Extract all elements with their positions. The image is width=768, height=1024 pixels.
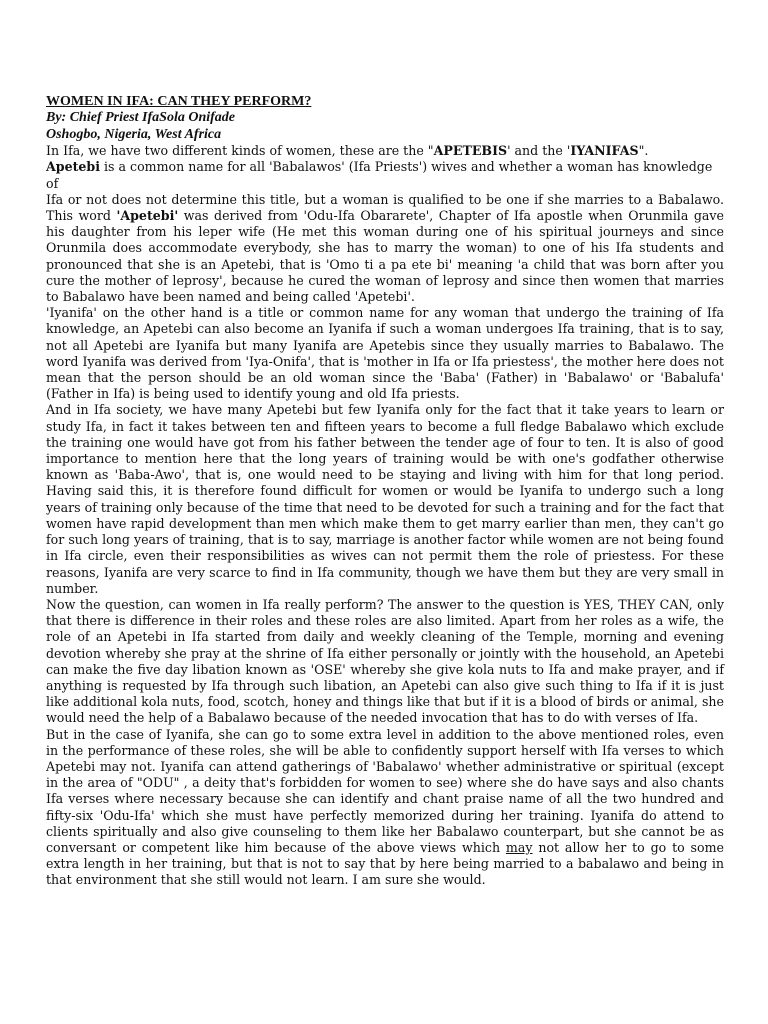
- article-author: By: Chief Priest IfaSola Onifade: [46, 110, 235, 126]
- intro-text-a: In Ifa, we have two different kinds of women, these are the ": [46, 143, 434, 159]
- apetebi-origin-text-c: was derived from 'Odu-Ifa Obararete', Chapter of Ifa apostle when Orunmila gave his daughter from his leper wife (He met this woman during one of his spiritual journeys and since Orunmila does accommodate everybody, she has to marry the woman) to one of his Ifa students and pronounced that she is an Apetebi, that is 'Omo ti a pa ete bi' meaning 'a child that was born after you cure the mother of leprosy', because he cured the woman of leprosy and since then women that marries to Babalawo have been named and being called 'Apetebi'.: [46, 208, 724, 305]
- apetebi-origin-paragraph: [46, 192, 724, 305]
- document-page: [46, 94, 724, 889]
- apetebi-origin-text-a: Ifa or not does not determine this title, but a woman is qualified to be one if she marries to a Babalawo. This word: [46, 191, 724, 224]
- intro-paragraph: [46, 143, 724, 159]
- apetebi-text: is a common name for all 'Babalawos' (Ifa Priests') wives and whether a woman has knowledge of: [46, 159, 713, 191]
- iyanifa-role-text-a: But in the case of Iyanifa, she can go to some extra level in addition to the above mentioned roles, even in the performance of these roles, she will be able to confidently support herself with Ifa verses to which Apetebi may not. Iyanifa can attend gatherings of 'Babalawo' whether administrative or spiritual (except in the area of "ODU" , a deity that's forbidden for women to see) where she do have says and also chants Ifa verses where necessary because she can identify and chant praise name of all the two hundred and fifty-six 'Odu-Ifa' which she must have perfectly memorized during her training. Iyanifa do attend to clients spiritually and also give counseling to them like her Babalawo counterpart, but she cannot be as conversant or competent like him because of the above views which: [46, 726, 724, 855]
- apetebi-paragraph: [46, 159, 724, 191]
- iyanifa-role-text-c: not allow her to go to some extra length in her training, but that is not to say that by here being married to a babalawo and being in that environment that she still would not learn. I am sure she would.: [46, 839, 725, 888]
- intro-term-apetebis: APETEBIS: [433, 143, 508, 159]
- article-location: Oshogbo, Nigeria, West Africa: [46, 126, 222, 142]
- iyanifa-role-underlined-may: may: [505, 839, 533, 855]
- intro-text-c: ' and the ': [507, 143, 571, 159]
- iyanifa-role-paragraph: [46, 727, 724, 889]
- article-title: WOMEN IN IFA: CAN THEY PERFORM?: [46, 94, 312, 109]
- iyanifa-paragraph: 'Iyanifa' on the other hand is a title or common name for any woman that undergo the training of Ifa knowledge, an Apetebi can also become an Iyanifa if such a woman undergoes Ifa training, that is to say, not all Apetebi are Iyanifa but many Iyanifa are Apetebis since they usually marries to Babalawo. The word Iyanifa was derived from 'Iya-Onifa', that is 'mother in Ifa or Ifa priestess', the mother here does not mean that the person should be an old woman since the 'Baba' (Father) in 'Babalawo' or 'Babalufa' (Father in Ifa) is being used to identify young and old Ifa priests.: [46, 305, 724, 402]
- apetebi-origin-term: 'Apetebi': [116, 208, 179, 224]
- ifa-society-paragraph: And in Ifa society, we have many Apetebi but few Iyanifa only for the fact that it take years to learn or study Ifa, in fact it takes between ten and fifteen years to become a full fledge Babalawo which exclude the training one would have got from his father between the tender age of four to ten. It is also of good importance to mention here that the long years of training would be with one's godfather otherwise known as 'Baba-Awo', that is, one would need to be staying and living with him for that long period. Having said this, it is therefore found difficult for women or would be Iyanifa to undergo such a long years of training only because of the time that need to be devoted for such a training and for the fact that women have rapid development than men which make them to get marry earlier than men, they can't go for such long years of training, that is to say, marriage is another factor while women are not being found in Ifa circle, even their responsibilities as wives can not permit them the role of priestess. For these reasons, Iyanifa are very scarce to find in Ifa community, though we have them but they are very small in number.: [46, 402, 724, 596]
- intro-text-e: ".: [638, 143, 649, 159]
- apetebi-term: Apetebi: [46, 159, 101, 175]
- question-paragraph: Now the question, can women in Ifa really perform? The answer to the question is YES, THEY CAN, only that there is difference in their roles and these roles are also limited. Apart from her roles as a wife, the role of an Apetebi in Ifa started from daily and weekly cleaning of the Temple, morning and evening devotion whereby she pray at the shrine of Ifa either personally or jointly with the household, an Apetebi can make the five day libation known as 'OSE' whereby she give kola nuts to Ifa and make prayer, and if anything is requested by Ifa through such libation, an Apetebi can also give such thing to Ifa if it is just like additional kola nuts, food, scotch, honey and things like that but if it is a blood of birds or animal, she would need the help of a Babalawo because of the needed invocation that has to do with verses of Ifa.: [46, 596, 724, 726]
- intro-term-iyanifas: IYANIFAS: [570, 143, 639, 159]
